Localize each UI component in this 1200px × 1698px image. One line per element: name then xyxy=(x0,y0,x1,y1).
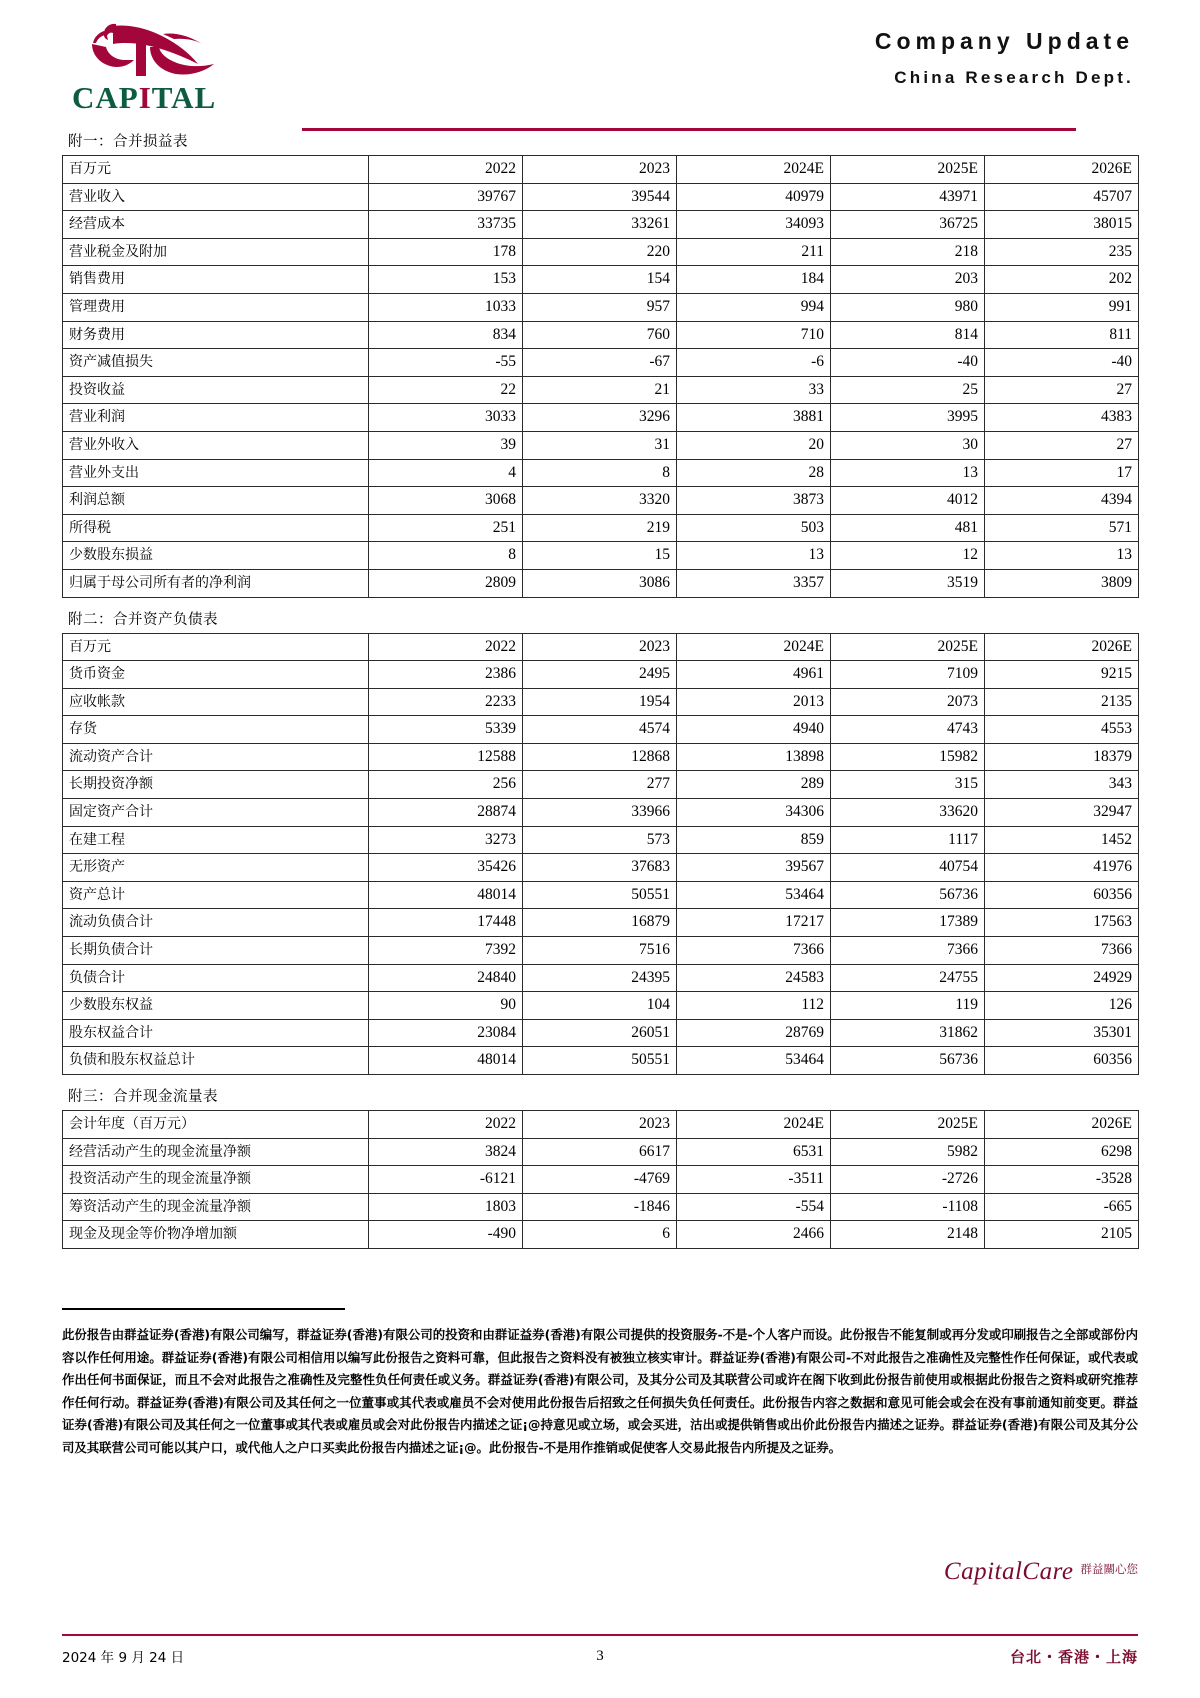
row-label: 销售费用 xyxy=(63,266,369,294)
row-label: 营业税金及附加 xyxy=(63,238,369,266)
row-value: 4 xyxy=(369,459,523,487)
table-row xyxy=(63,542,1139,570)
row-value: 710 xyxy=(677,321,831,349)
row-value: 6 xyxy=(523,1221,677,1249)
column-header-year: 2022 xyxy=(369,1111,523,1139)
row-label: 资产减值损失 xyxy=(63,349,369,377)
table-row xyxy=(63,1193,1139,1221)
row-value: 2809 xyxy=(369,569,523,597)
row-value: 13898 xyxy=(677,743,831,771)
row-value: 16879 xyxy=(523,909,677,937)
column-header-unit: 会计年度（百万元） xyxy=(63,1111,369,1139)
row-value: 2495 xyxy=(523,661,677,689)
table-row xyxy=(63,321,1139,349)
row-value: -40 xyxy=(985,349,1139,377)
table-row xyxy=(63,211,1139,239)
row-value: 4574 xyxy=(523,716,677,744)
row-value: 289 xyxy=(677,771,831,799)
column-header-year: 2025E xyxy=(831,156,985,184)
table-row xyxy=(63,964,1139,992)
cash-flow-table xyxy=(62,1110,1139,1249)
column-header-year: 2024E xyxy=(677,1111,831,1139)
page-header xyxy=(62,0,1138,120)
row-label: 投资收益 xyxy=(63,376,369,404)
row-value: 21 xyxy=(523,376,677,404)
row-value: 153 xyxy=(369,266,523,294)
row-value: 994 xyxy=(677,293,831,321)
footer-divider xyxy=(62,1634,1138,1636)
row-value: 8 xyxy=(523,459,677,487)
row-value: 36725 xyxy=(831,211,985,239)
row-value: 343 xyxy=(985,771,1139,799)
row-value: 211 xyxy=(677,238,831,266)
row-value: 1803 xyxy=(369,1193,523,1221)
column-header-year: 2023 xyxy=(523,156,677,184)
row-value: 957 xyxy=(523,293,677,321)
table-row xyxy=(63,349,1139,377)
row-value: 1117 xyxy=(831,826,985,854)
research-dept-subtitle: China Research Dept. xyxy=(894,68,1134,88)
header-divider xyxy=(302,128,1076,131)
row-label: 流动负债合计 xyxy=(63,909,369,937)
row-value: -665 xyxy=(985,1193,1139,1221)
row-value: 60356 xyxy=(985,881,1139,909)
row-value: 154 xyxy=(523,266,677,294)
row-value: 56736 xyxy=(831,1047,985,1075)
cash-flow-title: 附三：合并现金流量表 xyxy=(68,1089,218,1105)
row-value: 2386 xyxy=(369,661,523,689)
balance-sheet-table xyxy=(62,633,1139,1076)
row-value: 3068 xyxy=(369,487,523,515)
row-value: 15 xyxy=(523,542,677,570)
row-value: 5982 xyxy=(831,1138,985,1166)
row-value: 15982 xyxy=(831,743,985,771)
row-value: 34306 xyxy=(677,799,831,827)
column-header-year: 2026E xyxy=(985,633,1139,661)
column-header-unit: 百万元 xyxy=(63,633,369,661)
row-value: 53464 xyxy=(677,1047,831,1075)
report-type-title: Company Update xyxy=(874,28,1134,54)
row-value: 119 xyxy=(831,992,985,1020)
eagle-logo-icon xyxy=(80,14,240,86)
row-value: 4394 xyxy=(985,487,1139,515)
row-value: 17563 xyxy=(985,909,1139,937)
row-value: 2073 xyxy=(831,688,985,716)
row-value: 811 xyxy=(985,321,1139,349)
row-label: 股东权益合计 xyxy=(63,1019,369,1047)
row-value: -4769 xyxy=(523,1166,677,1194)
row-value: 315 xyxy=(831,771,985,799)
row-value: 33966 xyxy=(523,799,677,827)
row-value: 7109 xyxy=(831,661,985,689)
table-row xyxy=(63,487,1139,515)
row-value: 18379 xyxy=(985,743,1139,771)
page-number: 3 xyxy=(596,1647,604,1664)
row-value: 4940 xyxy=(677,716,831,744)
disclaimer-text: 此份报告由群益证券(香港)有限公司编写，群益证券(香港)有限公司的投资和由群证益券(香港)有限公司提供的投资服务-不是-个人客户而设。此份报告不能复制或再分发或印刷报告之全部或部份内容以作任何用途。群益证券(香港)有限公司相信用以编写此份报告之资料可靠，但此报告之资料没有被独立核实审计。群益证券(香港)有限公司-不对此报告之准确性及完整性作任何保证，或代表或作出任何书面保证，而且不会对此报告之准确性及完整性负任何责任或义务。群益证券(香港)有限公司，及其分公司及其联营公司或许在阁下收到此份报告前使用或根据此份报告之资料或研究推荐作任何行动。群益证券(香港)有限公司及其任何之一位董事或其代表或雇员不会对使用此份报告后招致之任何损失负任何责任。此份报告内容之数据和意见可能会或会在没有事前通知前变更。群益证券(香港)有限公司及其任何之一位董事或其代表或雇员或会对此份报告内描述之证¡@持意见或立场，或会买进，沽出或提供销售或出价此份报告内描述之证券。群益证券(香港)有限公司及其分公司及其联营公司可能以其户口，或代他人之户口买卖此份报告内描述之证¡@。此份报告-不是用作推销或促使客人交易此报告内所提及之证券。 xyxy=(62,1327,1138,1455)
row-value: 50551 xyxy=(523,881,677,909)
table-row xyxy=(63,183,1139,211)
row-value: 573 xyxy=(523,826,677,854)
row-value: 13 xyxy=(831,459,985,487)
row-value: 22 xyxy=(369,376,523,404)
row-label: 管理费用 xyxy=(63,293,369,321)
row-value: 4012 xyxy=(831,487,985,515)
row-value: 3086 xyxy=(523,569,677,597)
row-value: 760 xyxy=(523,321,677,349)
row-value: 40979 xyxy=(677,183,831,211)
row-value: 33735 xyxy=(369,211,523,239)
row-value: 104 xyxy=(523,992,677,1020)
row-value: 39 xyxy=(369,431,523,459)
row-value: 32947 xyxy=(985,799,1139,827)
row-value: -3511 xyxy=(677,1166,831,1194)
table-row xyxy=(63,661,1139,689)
row-value: 5339 xyxy=(369,716,523,744)
row-value: 23084 xyxy=(369,1019,523,1047)
column-header-unit: 百万元 xyxy=(63,156,369,184)
row-value: 28874 xyxy=(369,799,523,827)
row-value: 17448 xyxy=(369,909,523,937)
row-value: 7366 xyxy=(831,937,985,965)
row-value: 859 xyxy=(677,826,831,854)
row-value: 33261 xyxy=(523,211,677,239)
table-row xyxy=(63,1166,1139,1194)
table-row xyxy=(63,376,1139,404)
row-value: 219 xyxy=(523,514,677,542)
row-value: 24583 xyxy=(677,964,831,992)
table-row xyxy=(63,881,1139,909)
row-value: 7516 xyxy=(523,937,677,965)
row-value: 24929 xyxy=(985,964,1139,992)
capital-logo xyxy=(62,0,262,115)
table-row xyxy=(63,459,1139,487)
row-value: 4383 xyxy=(985,404,1139,432)
row-value: 39767 xyxy=(369,183,523,211)
row-label: 长期负债合计 xyxy=(63,937,369,965)
row-value: 6298 xyxy=(985,1138,1139,1166)
row-value: 45707 xyxy=(985,183,1139,211)
row-value: 90 xyxy=(369,992,523,1020)
row-value: 48014 xyxy=(369,1047,523,1075)
table-row xyxy=(63,569,1139,597)
row-value: 24755 xyxy=(831,964,985,992)
table-row xyxy=(63,992,1139,1020)
table-row xyxy=(63,854,1139,882)
row-value: 17389 xyxy=(831,909,985,937)
row-label: 少数股东损益 xyxy=(63,542,369,570)
row-value: -55 xyxy=(369,349,523,377)
row-value: 834 xyxy=(369,321,523,349)
row-value: 203 xyxy=(831,266,985,294)
row-value: -1108 xyxy=(831,1193,985,1221)
column-header-year: 2026E xyxy=(985,1111,1139,1139)
row-value: 37683 xyxy=(523,854,677,882)
row-value: 2148 xyxy=(831,1221,985,1249)
row-value: -2726 xyxy=(831,1166,985,1194)
capital-wordmark: CAPITAL xyxy=(72,80,217,115)
row-value: 202 xyxy=(985,266,1139,294)
row-value: 35426 xyxy=(369,854,523,882)
row-value: 256 xyxy=(369,771,523,799)
table-header-row xyxy=(63,633,1139,661)
row-label: 经营活动产生的现金流量净额 xyxy=(63,1138,369,1166)
row-value: 39544 xyxy=(523,183,677,211)
row-label: 固定资产合计 xyxy=(63,799,369,827)
row-label: 归属于母公司所有者的净利润 xyxy=(63,569,369,597)
row-value: 7366 xyxy=(985,937,1139,965)
row-value: 2013 xyxy=(677,688,831,716)
table-row xyxy=(63,688,1139,716)
row-value: 3809 xyxy=(985,569,1139,597)
capital-care-wordmark: CapitalCare xyxy=(943,1558,1074,1585)
row-value: 50551 xyxy=(523,1047,677,1075)
table-row xyxy=(63,909,1139,937)
table-row xyxy=(63,238,1139,266)
table-row xyxy=(63,266,1139,294)
row-value: 25 xyxy=(831,376,985,404)
row-value: 13 xyxy=(677,542,831,570)
row-value: -6 xyxy=(677,349,831,377)
row-label: 投资活动产生的现金流量净额 xyxy=(63,1166,369,1194)
row-value: 35301 xyxy=(985,1019,1139,1047)
row-value: 2466 xyxy=(677,1221,831,1249)
row-label: 营业外支出 xyxy=(63,459,369,487)
row-value: 178 xyxy=(369,238,523,266)
row-value: 28 xyxy=(677,459,831,487)
row-value: 6531 xyxy=(677,1138,831,1166)
column-header-year: 2025E xyxy=(831,1111,985,1139)
row-value: 4553 xyxy=(985,716,1139,744)
row-value: 24840 xyxy=(369,964,523,992)
row-value: 13 xyxy=(985,542,1139,570)
row-value: 1452 xyxy=(985,826,1139,854)
table-row xyxy=(63,716,1139,744)
report-date: 2024 年 9 月 24 日 xyxy=(62,1650,185,1666)
row-value: 27 xyxy=(985,431,1139,459)
row-value: 3881 xyxy=(677,404,831,432)
capital-care-logo xyxy=(944,1558,1138,1586)
row-value: 481 xyxy=(831,514,985,542)
capital-care-chinese: 群益關心您 xyxy=(1080,1562,1138,1576)
table-row xyxy=(63,1047,1139,1075)
row-value: 251 xyxy=(369,514,523,542)
row-value: 31 xyxy=(523,431,677,459)
row-label: 营业外收入 xyxy=(63,431,369,459)
income-statement-table xyxy=(62,155,1139,598)
row-value: 33 xyxy=(677,376,831,404)
row-label: 财务费用 xyxy=(63,321,369,349)
row-label: 存货 xyxy=(63,716,369,744)
row-value: 503 xyxy=(677,514,831,542)
column-header-year: 2022 xyxy=(369,633,523,661)
row-value: 39567 xyxy=(677,854,831,882)
row-value: 277 xyxy=(523,771,677,799)
row-value: 26051 xyxy=(523,1019,677,1047)
table-row xyxy=(63,799,1139,827)
disclaimer-section xyxy=(62,1308,1138,1459)
row-value: 184 xyxy=(677,266,831,294)
row-label: 资产总计 xyxy=(63,881,369,909)
column-header-year: 2025E xyxy=(831,633,985,661)
row-value: 218 xyxy=(831,238,985,266)
row-value: 9215 xyxy=(985,661,1139,689)
row-label: 筹资活动产生的现金流量净额 xyxy=(63,1193,369,1221)
row-value: 7392 xyxy=(369,937,523,965)
row-value: 2233 xyxy=(369,688,523,716)
row-label: 负债合计 xyxy=(63,964,369,992)
table-row xyxy=(63,1138,1139,1166)
table-row xyxy=(63,431,1139,459)
table-row xyxy=(63,771,1139,799)
row-value: 7366 xyxy=(677,937,831,965)
row-value: 3273 xyxy=(369,826,523,854)
row-label: 在建工程 xyxy=(63,826,369,854)
row-label: 现金及现金等价物净增加额 xyxy=(63,1221,369,1249)
row-value: -3528 xyxy=(985,1166,1139,1194)
row-value: 34093 xyxy=(677,211,831,239)
table-row xyxy=(63,293,1139,321)
row-value: 3357 xyxy=(677,569,831,597)
row-label: 流动资产合计 xyxy=(63,743,369,771)
table-row xyxy=(63,1019,1139,1047)
column-header-year: 2024E xyxy=(677,633,831,661)
row-label: 营业利润 xyxy=(63,404,369,432)
table-row xyxy=(63,937,1139,965)
table-row xyxy=(63,514,1139,542)
row-value: 980 xyxy=(831,293,985,321)
row-value: 40754 xyxy=(831,854,985,882)
row-label: 长期投资净额 xyxy=(63,771,369,799)
table-header-row xyxy=(63,156,1139,184)
row-value: 220 xyxy=(523,238,677,266)
row-value: -1846 xyxy=(523,1193,677,1221)
table-row xyxy=(63,1221,1139,1249)
header-titles xyxy=(875,0,1138,88)
row-value: 31862 xyxy=(831,1019,985,1047)
row-value: 3519 xyxy=(831,569,985,597)
row-value: -67 xyxy=(523,349,677,377)
row-value: 24395 xyxy=(523,964,677,992)
income-statement-title: 附一：合并损益表 xyxy=(68,134,188,150)
row-value: 3296 xyxy=(523,404,677,432)
row-value: 43971 xyxy=(831,183,985,211)
row-value: 17 xyxy=(985,459,1139,487)
row-value: -40 xyxy=(831,349,985,377)
row-value: 53464 xyxy=(677,881,831,909)
table-row xyxy=(63,743,1139,771)
row-value: 3033 xyxy=(369,404,523,432)
row-value: 4961 xyxy=(677,661,831,689)
row-value: 48014 xyxy=(369,881,523,909)
column-header-year: 2023 xyxy=(523,633,677,661)
row-value: 30 xyxy=(831,431,985,459)
row-value: 1033 xyxy=(369,293,523,321)
row-value: -554 xyxy=(677,1193,831,1221)
row-label: 少数股东权益 xyxy=(63,992,369,1020)
row-value: 56736 xyxy=(831,881,985,909)
row-value: 6617 xyxy=(523,1138,677,1166)
row-label: 所得税 xyxy=(63,514,369,542)
table-header-row xyxy=(63,1111,1139,1139)
row-value: 3873 xyxy=(677,487,831,515)
balance-sheet-title: 附二：合并资产负债表 xyxy=(68,611,218,628)
row-value: 814 xyxy=(831,321,985,349)
row-label: 负债和股东权益总计 xyxy=(63,1047,369,1075)
row-value: 60356 xyxy=(985,1047,1139,1075)
row-value: 41976 xyxy=(985,854,1139,882)
row-value: 4743 xyxy=(831,716,985,744)
row-value: 1954 xyxy=(523,688,677,716)
row-value: 3995 xyxy=(831,404,985,432)
table-row xyxy=(63,404,1139,432)
row-label: 利润总额 xyxy=(63,487,369,515)
disclaimer-divider xyxy=(62,1308,345,1310)
row-value: 3320 xyxy=(523,487,677,515)
row-label: 无形资产 xyxy=(63,854,369,882)
row-label: 货币资金 xyxy=(63,661,369,689)
row-value: -490 xyxy=(369,1221,523,1249)
row-value: 17217 xyxy=(677,909,831,937)
row-value: 3824 xyxy=(369,1138,523,1166)
column-header-year: 2022 xyxy=(369,156,523,184)
row-value: 12 xyxy=(831,542,985,570)
row-value: 112 xyxy=(677,992,831,1020)
row-value: 571 xyxy=(985,514,1139,542)
row-value: 20 xyxy=(677,431,831,459)
row-value: 126 xyxy=(985,992,1139,1020)
office-cities: 台北・香港・上海 xyxy=(1009,1647,1138,1666)
row-value: 12588 xyxy=(369,743,523,771)
row-value: 2135 xyxy=(985,688,1139,716)
row-value: -6121 xyxy=(369,1166,523,1194)
row-value: 991 xyxy=(985,293,1139,321)
row-label: 经营成本 xyxy=(63,211,369,239)
row-value: 38015 xyxy=(985,211,1139,239)
row-value: 235 xyxy=(985,238,1139,266)
row-value: 2105 xyxy=(985,1221,1139,1249)
column-header-year: 2023 xyxy=(523,1111,677,1139)
page-footer xyxy=(62,1558,1138,1672)
row-value: 28769 xyxy=(677,1019,831,1047)
row-label: 应收帐款 xyxy=(63,688,369,716)
table-row xyxy=(63,826,1139,854)
row-value: 8 xyxy=(369,542,523,570)
row-label: 营业收入 xyxy=(63,183,369,211)
column-header-year: 2024E xyxy=(677,156,831,184)
row-value: 27 xyxy=(985,376,1139,404)
row-value: 12868 xyxy=(523,743,677,771)
column-header-year: 2026E xyxy=(985,156,1139,184)
row-value: 33620 xyxy=(831,799,985,827)
